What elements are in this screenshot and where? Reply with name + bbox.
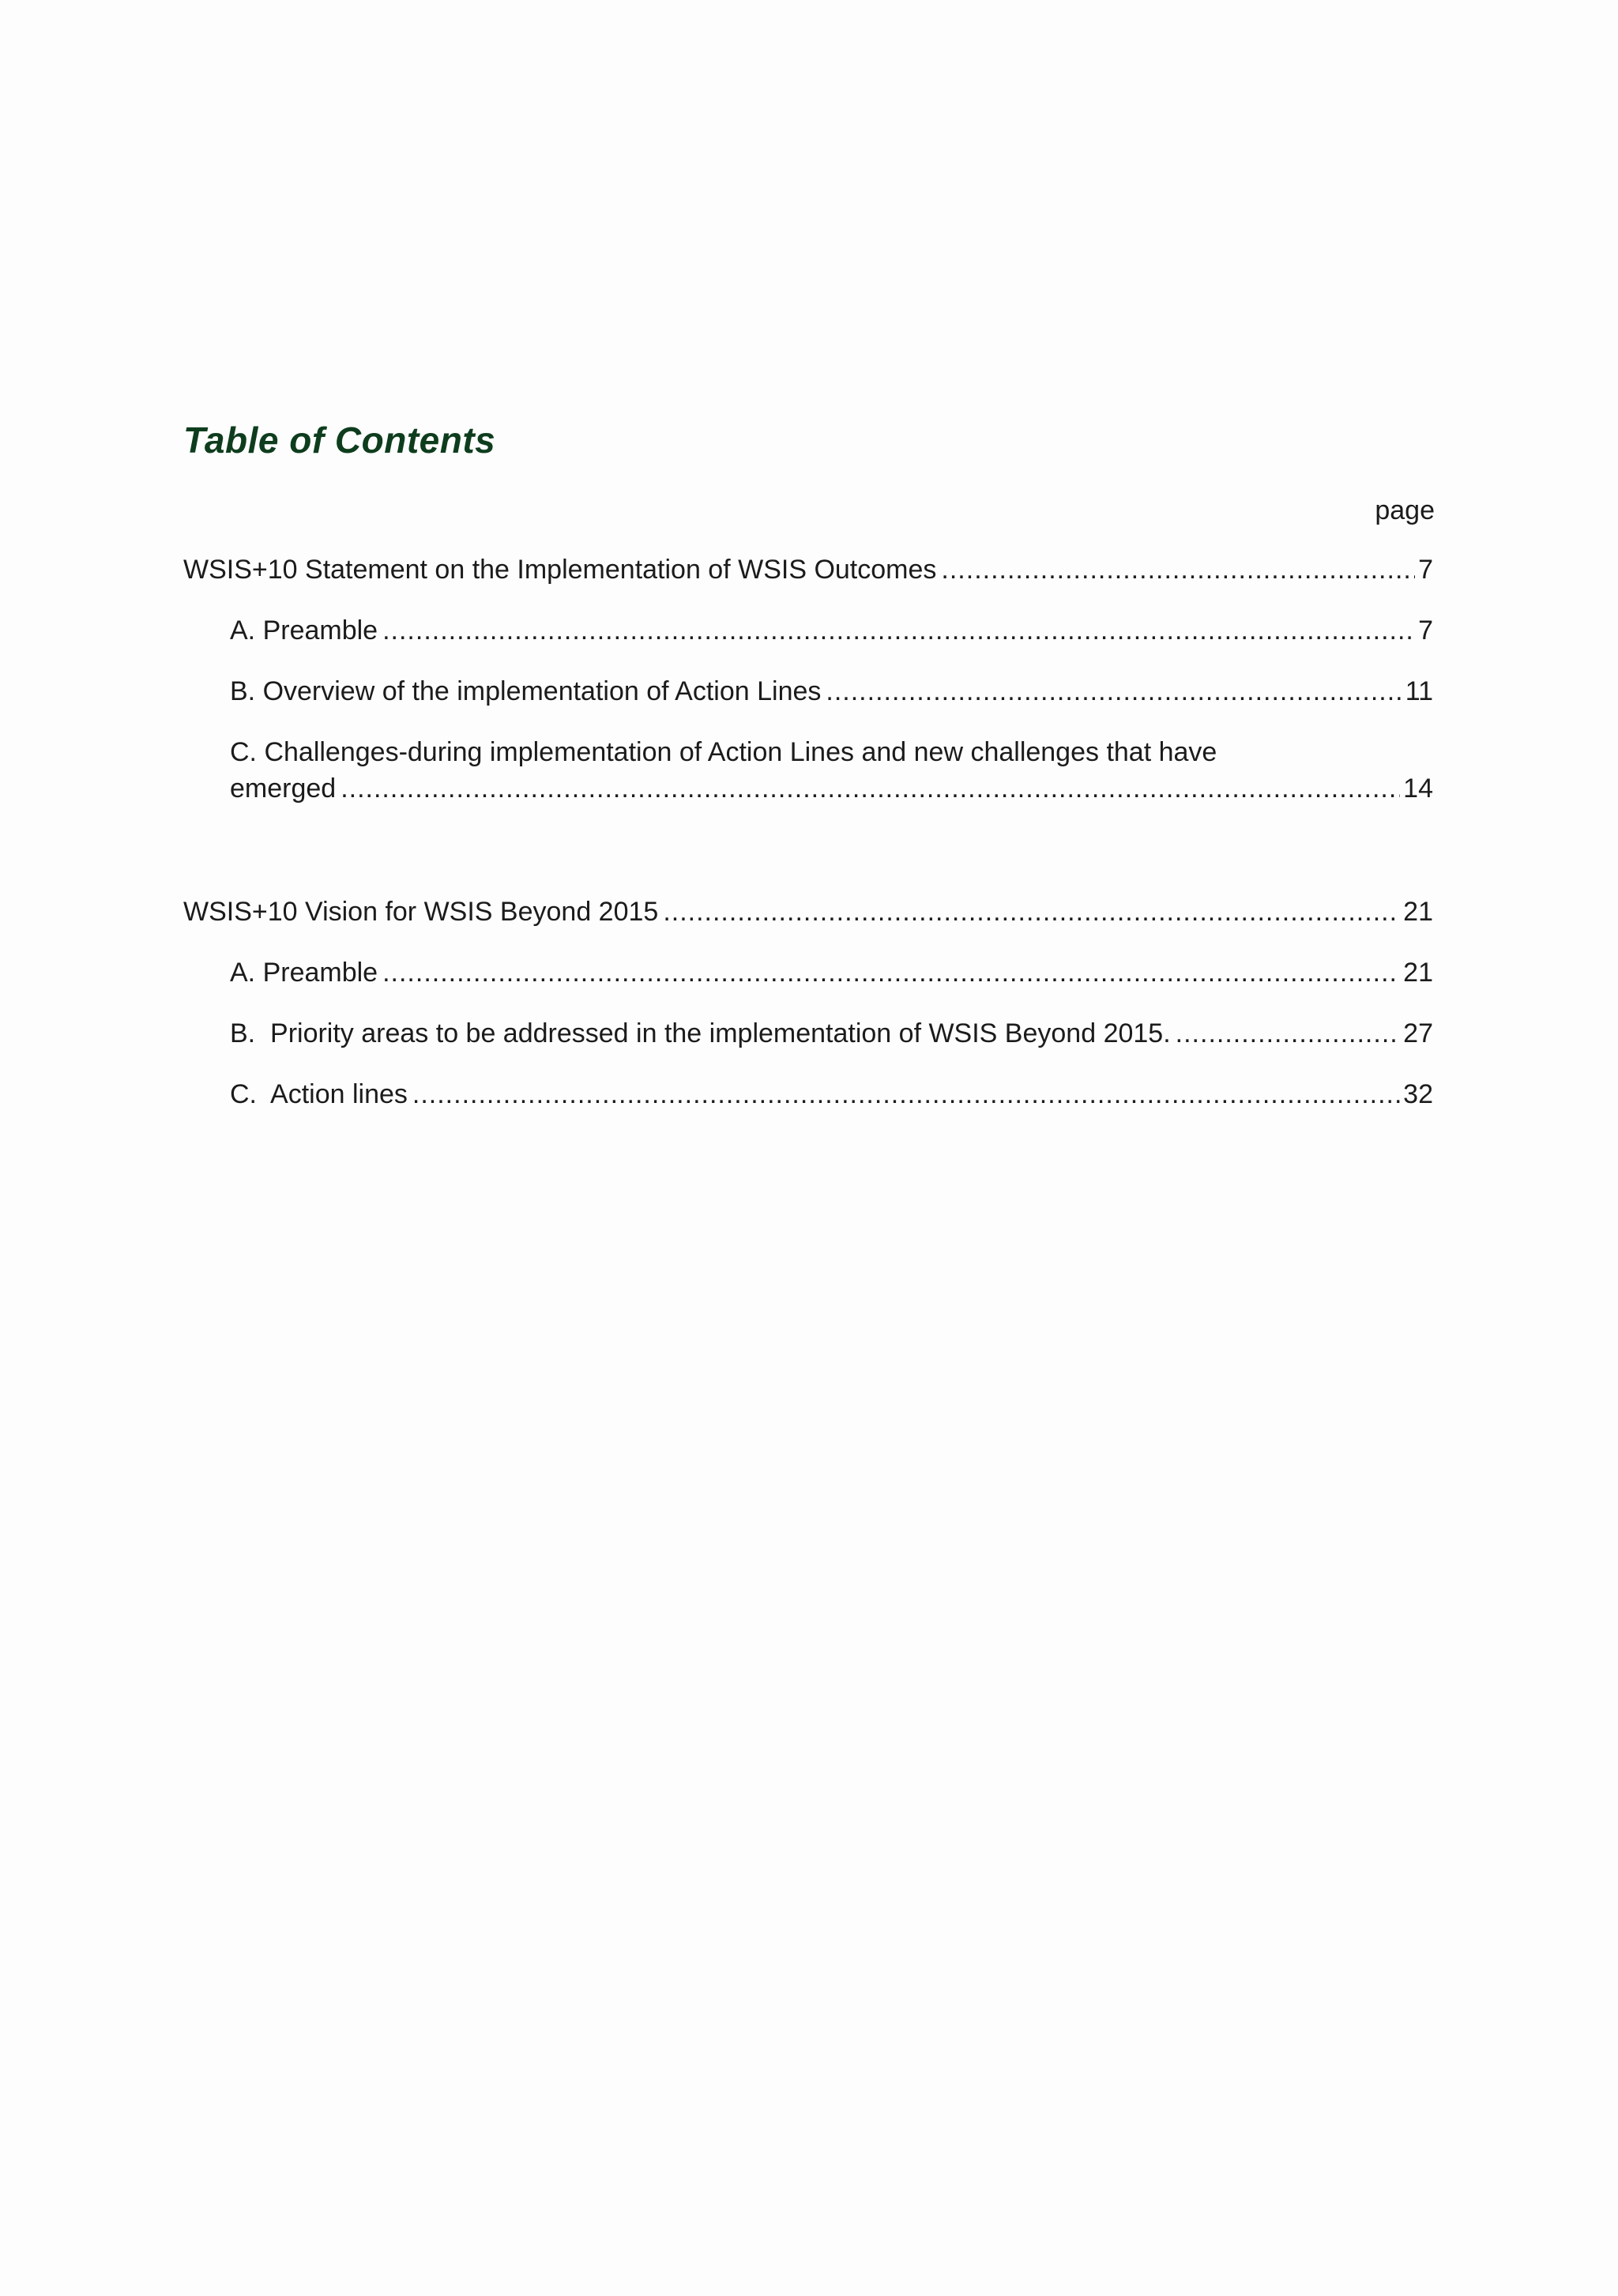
toc-leader-dots [412, 1076, 1400, 1112]
toc-leader-dots [382, 612, 1415, 649]
toc-entry-part1[interactable] [183, 551, 1433, 588]
toc-entry-page: 14 [1403, 773, 1433, 804]
toc-entry-label: B. Priority areas to be addressed in the implementation of WSIS Beyond 2015. [230, 1018, 1171, 1048]
toc-entry-label-line2: emerged [230, 773, 337, 804]
toc-entry-page: 7 [1418, 555, 1433, 585]
toc-entry-page: 7 [1418, 615, 1433, 646]
toc-entry-part2-preamble[interactable] [230, 954, 1433, 991]
toc-entry-page: 32 [1403, 1079, 1433, 1109]
toc-entry-part1-preamble[interactable] [230, 612, 1433, 649]
toc-leader-dots [382, 954, 1400, 991]
toc-entry-part1-overview[interactable] [230, 673, 1433, 710]
toc-leader-dots [1176, 1015, 1401, 1052]
toc-entry-part2-priority-areas[interactable] [230, 1015, 1433, 1052]
toc-entry-label-line1: C. Challenges-during implementation of Action Lines and new challenges that have [230, 737, 1217, 767]
toc-entry-label: A. Preamble [230, 958, 378, 988]
toc-entry-page: 21 [1403, 958, 1433, 988]
toc-entry-page: 21 [1403, 897, 1433, 927]
toc-entry-label: WSIS+10 Statement on the Implementation of WSIS Outcomes [183, 555, 937, 585]
toc-leader-dots [341, 770, 1400, 807]
toc-entry-part1-challenges[interactable] [230, 734, 1433, 807]
toc-entry-page: 27 [1403, 1018, 1433, 1048]
toc-entry-label: B. Overview of the implementation of Action Lines [230, 676, 822, 706]
toc-entry-label: A. Preamble [230, 615, 378, 646]
toc-entry-part2-action-lines[interactable] [230, 1076, 1433, 1112]
toc-leader-dots [826, 673, 1402, 710]
toc-entry-label: WSIS+10 Vision for WSIS Beyond 2015 [183, 897, 659, 927]
toc-entry-part2[interactable] [183, 894, 1433, 930]
toc-leader-dots [941, 551, 1415, 588]
page-title: Table of Contents [183, 420, 496, 461]
toc-leader-dots [663, 894, 1400, 930]
toc-entry-page: 11 [1405, 676, 1433, 706]
toc-entry-label: C. Action lines [230, 1079, 408, 1109]
page-column-label: page [1375, 495, 1435, 525]
